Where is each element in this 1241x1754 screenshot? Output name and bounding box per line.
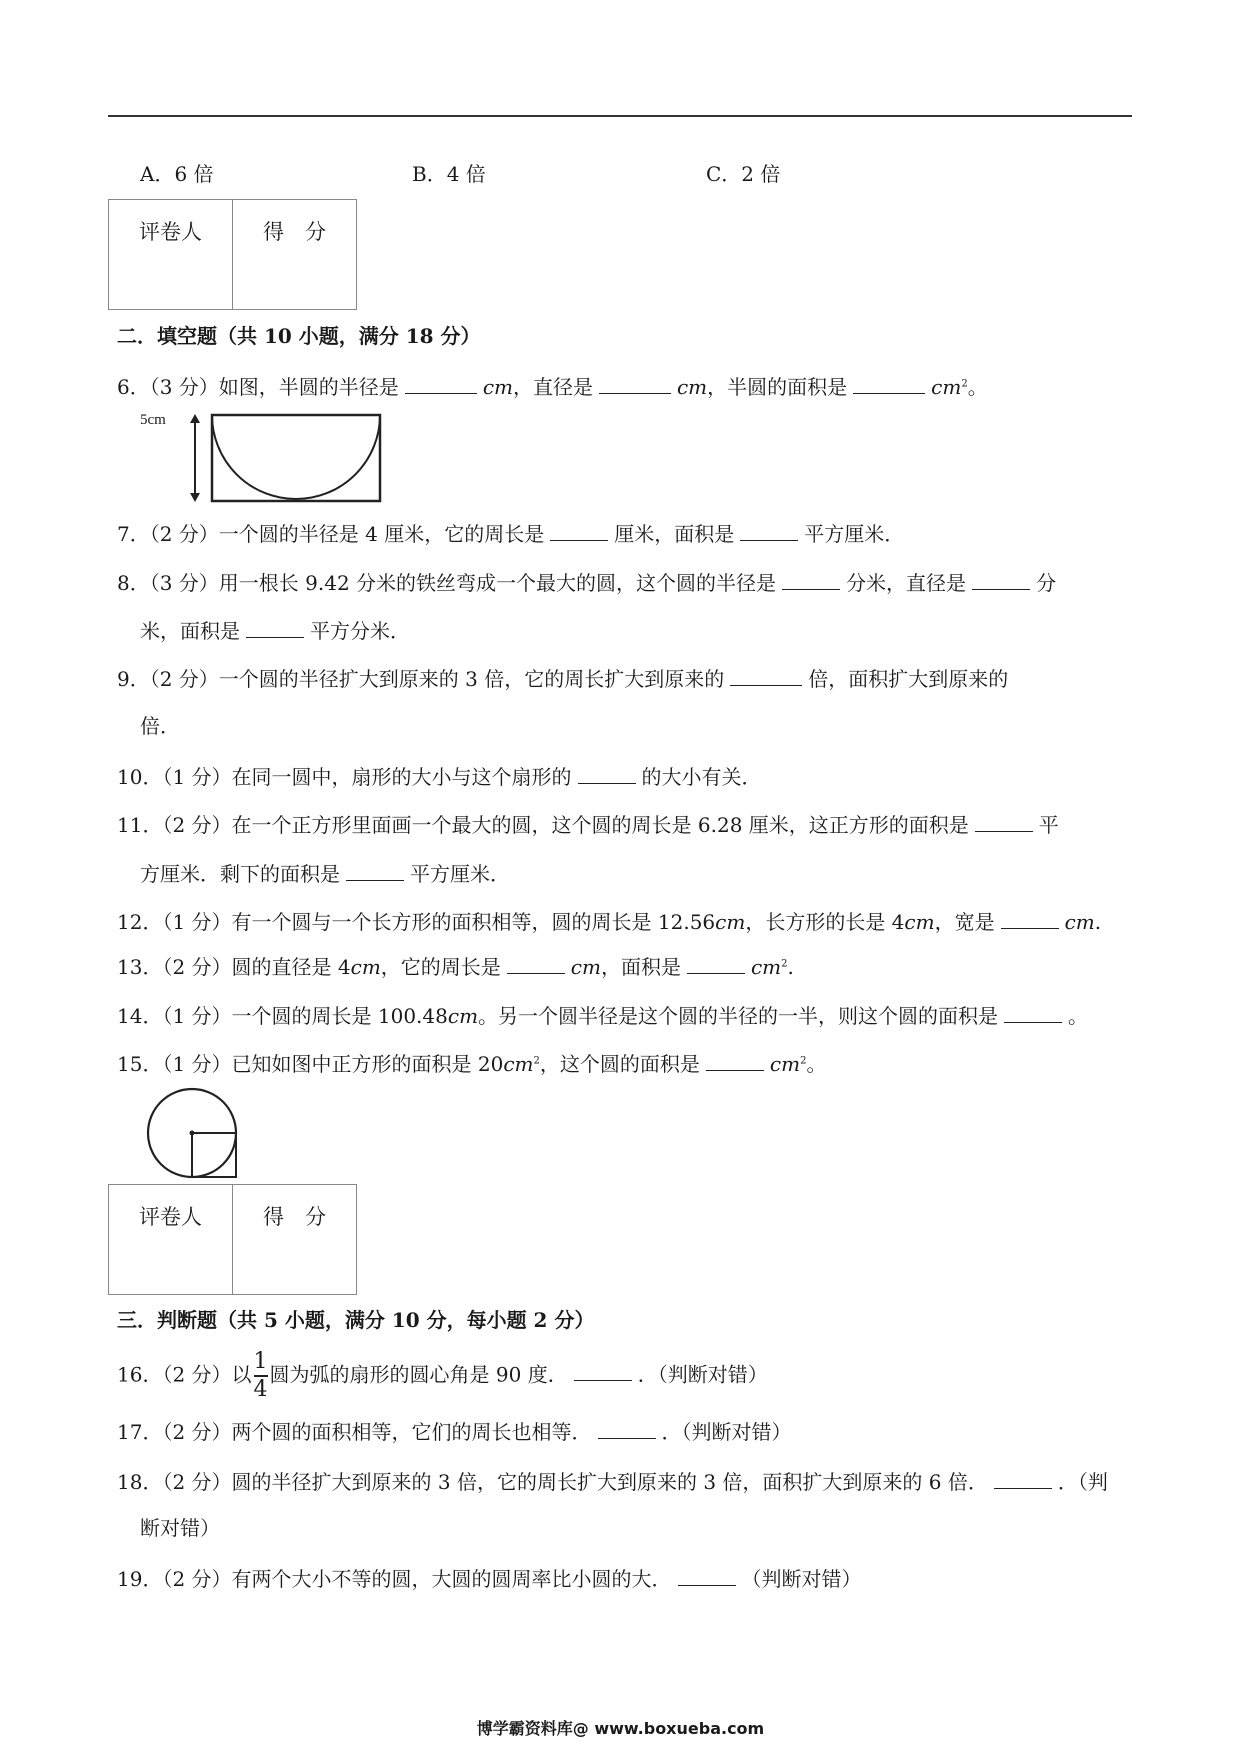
score-cell: 得 分 bbox=[233, 200, 357, 310]
section2-title: 二．填空题（共 10 小题，满分 18 分） bbox=[117, 324, 481, 348]
question-17: 17．（2 分）两个圆的面积相等，它们的周长也相等． ．（判断对错） bbox=[117, 1420, 792, 1444]
option-b: B．4 倍 bbox=[412, 162, 486, 186]
grader-cell: 评卷人 bbox=[109, 1185, 233, 1295]
top-rule bbox=[108, 115, 1132, 117]
question-9: 9．（2 分）一个圆的半径扩大到原来的 3 倍，它的周长扩大到原来的 倍，面积扩大到原来的 bbox=[117, 667, 1009, 691]
question-9-line2: 倍． bbox=[140, 714, 180, 738]
score-box-2 bbox=[108, 1184, 357, 1295]
question-11-line2: 方厘米．剩下的面积是 平方厘米． bbox=[140, 862, 510, 886]
question-12: 12．（1 分）有一个圆与一个长方形的面积相等，圆的周长是 12.56cm，长方形的长是 4cm，宽是 cm. bbox=[117, 910, 1102, 934]
figure-label-5cm: 5cm bbox=[140, 412, 166, 428]
question-10: 10．（1 分）在同一圆中，扇形的大小与这个扇形的 的大小有关． bbox=[117, 765, 762, 789]
question-18: 18．（2 分）圆的半径扩大到原来的 3 倍，它的周长扩大到原来的 3 倍，面积扩大到原来的 6 倍． ．（判 bbox=[117, 1470, 1108, 1494]
question-11: 11．（2 分）在一个正方形里面画一个最大的圆，这个圆的周长是 6.28 厘米，这正方形的面积是 平 bbox=[117, 813, 1059, 837]
score-box bbox=[108, 199, 357, 310]
question-7: 7．（2 分）一个圆的半径是 4 厘米，它的周长是 厘米，面积是 平方厘米． bbox=[117, 522, 905, 546]
question-14: 14．（1 分）一个圆的周长是 100.48cm。另一个圆半径是这个圆的半径的一半，则这个圆的面积是 。 bbox=[117, 1004, 1089, 1028]
option-a: A．6 倍 bbox=[140, 162, 214, 186]
footer-watermark: 博学霸资料库@ www.boxueba.com bbox=[476, 1719, 765, 1738]
section3-title: 三．判断题（共 5 小题，满分 10 分，每小题 2 分） bbox=[117, 1308, 595, 1332]
question-19: 19．（2 分）有两个大小不等的圆，大圆的圆周率比小圆的大． （判断对错） bbox=[117, 1567, 862, 1591]
question-8: 8．（3 分）用一根长 9.42 分米的铁丝弯成一个最大的圆，这个圆的半径是 分米，直径是 分 bbox=[117, 571, 1057, 595]
question-16: 16．（2 分）以 $\frac{1}{4}$ 圆为弧的扇形的圆心角是 90 度． ．（判断对错） bbox=[117, 1349, 768, 1402]
semicircle-figure bbox=[180, 412, 385, 504]
circle-square-figure bbox=[140, 1085, 240, 1181]
fraction-1-4: $\frac{1}{4}$ bbox=[253, 1349, 268, 1402]
question-6: 6．（3 分）如图，半圆的半径是 cm，直径是 cm，半圆的面积是 $cm^2$。 bbox=[117, 375, 988, 399]
option-c: C．2 倍 bbox=[706, 162, 781, 186]
question-15: 15．（1 分）已知如图中正方形的面积是 $20cm^2$，这个圆的面积是 $cm^2$。 bbox=[117, 1052, 827, 1076]
grader-cell: 评卷人 bbox=[109, 200, 233, 310]
score-cell: 得 分 bbox=[233, 1185, 357, 1295]
question-18-line2: 断对错） bbox=[140, 1516, 220, 1540]
question-13: 13．（2 分）圆的直径是 4cm，它的周长是 cm，面积是 $cm^2$. bbox=[117, 955, 794, 979]
question-8-line2: 米，面积是 平方分米． bbox=[140, 619, 410, 643]
